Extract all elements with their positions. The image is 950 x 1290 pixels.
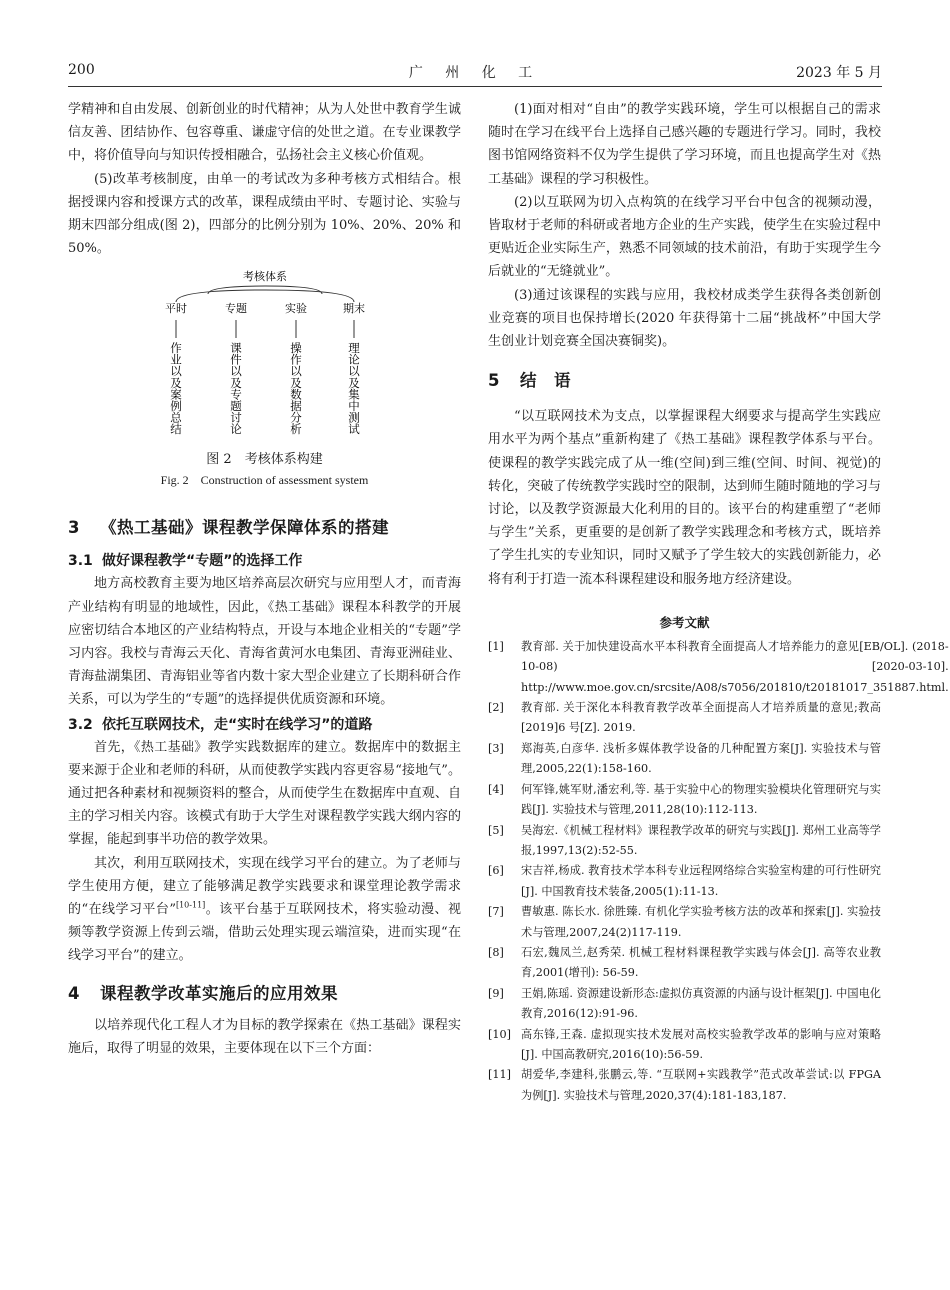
reference-number: [4] (488, 782, 504, 796)
tree-leaf-char: 理 (348, 341, 360, 356)
tree-root: 考核体系 (243, 270, 287, 284)
tree-leaf-char: 例 (170, 399, 182, 414)
right-column (488, 98, 949, 1106)
tree-leaf-char: 件 (230, 353, 242, 368)
figure-caption-cn: 图 2 考核体系构建 (206, 452, 323, 468)
header-rule (68, 86, 882, 87)
paragraph: (3)通过该课程的实践与应用，我校材成类学生获得各类创新创业竞赛的项目也保持增长(2020 年获得第十二届“挑战杯”中国大学生创业计划竞赛全国决赛铜奖)。 (488, 287, 881, 350)
paragraph: 首先，《热工基础》教学实践数据库的建立。数据库中的数据主要来源于企业和老师的科研，从而使教学实践内容更容易“接地气”。通过把各种素材和视频资料的整合，从而使学生在数据库中直观、自主的学习相关内容。该模式有助于大学生对课程教学实践大纲内容的掌握，能起到事半功倍的教学效果。 (68, 739, 461, 848)
tree-branch: 专题 (225, 302, 247, 316)
paragraph: 学精神和自由发展、创新创业的时代精神；从为人处世中教育学生诚信友善、团结协作、包容尊重、谦虚守信的处世之道。在专业课教学中，将价值导向与知识传授相融合，弘扬社会主义核心价值观。 (68, 102, 461, 164)
reference-text: 教育部. 关于深化本科教育教学改革全面提高人才培养质量的意见;教高[2019]6 号[Z]. 2019. (521, 701, 881, 735)
reference-item (488, 861, 881, 902)
reference-text: 石宏,魏凤兰,赵秀荣. 机械工程材料课程教学实践与体会[J]. 高等农业教育,2001(增刊): 56-59. (521, 945, 881, 980)
tree-leaf-char: 论 (230, 422, 242, 437)
paragraph: 其次，利用互联网技术，实现在线学习平台的建立。为了老师与学生使用方便，建立了能够满足教学实践要求和课堂理论教学需求的“在线学习平台”[10-11]。该平台基于互联网技术，将实验动漫、视频等教学资源上传到云端，借助云处理实现云端渲染，进而实现“在线学习平台”的建立。 (68, 855, 461, 964)
assessment-tree-diagram (68, 268, 461, 438)
tree-leaf-char: 集 (348, 387, 360, 402)
tree-leaf-char: 中 (348, 399, 360, 414)
reference-text: 高东锋,王森. 虚拟现实技术发展对高校实验教学改革的影响与应对策略[J]. 中国高教研究,2016(10):56-59. (521, 1027, 881, 1061)
references (488, 613, 949, 1106)
left-column (68, 98, 461, 1060)
reference-text: 胡爱华,李建科,张鹏云,等. “互联网+实践教学”范式改革尝试:以 FPGA 为例[J]. 实验技术与管理,2020,37(4):181-183,187. (521, 1068, 881, 1102)
subsection-heading-3-1: 3.1 做好课程教学“专题”的选择工作 (68, 553, 303, 570)
reference-number: [1] (488, 639, 504, 653)
reference-text: 何军锋,姚军财,潘宏利,等. 基于实验中心的物理实验模块化管理研究与实践[J]. 实验技术与管理,2011,28(10):112-113. (521, 782, 881, 817)
journal-name: 广 州 化 工 (408, 65, 542, 81)
tree-leaf-char: 操 (290, 341, 302, 356)
reference-number: [6] (488, 864, 504, 878)
tree-leaf-char: 论 (348, 353, 360, 368)
reference-item (488, 821, 881, 862)
reference-item (488, 943, 881, 984)
tree-leaf-char: 及 (230, 376, 242, 391)
tree-leaf-char: 结 (170, 422, 182, 437)
section-heading-5: 5 结 语 (488, 371, 571, 391)
reference-number: [3] (488, 741, 504, 755)
tree-leaf-char: 以 (290, 364, 302, 379)
tree-branch: 实验 (285, 302, 307, 316)
tree-leaf-char: 业 (170, 353, 182, 368)
reference-item (488, 637, 949, 698)
paragraph: (1)面对相对“自由”的教学实践环境，学生可以根据自己的需求随时在学习在线平台上选择自己感兴趣的专题进行学习。同时，我校图书馆网络资料不仅为学生提供了学习环境，而且也提高学生对《热工基础》课程的学习积极性。 (488, 102, 881, 187)
paragraph: (2)以互联网为切入点构筑的在线学习平台中包含的视频动漫，皆取材于老师的科研或者地方企业的生产实践，使学生在实验过程中更贴近企业实际生产，熟悉不同领域的技术前沿，有助于实现学生今后就业的“无缝就业”。 (488, 194, 881, 280)
paragraph: 以培养现代化工程人才为目标的教学探索在《热工基础》课程实施后，取得了明显的效果，主要体现在以下三个方面： (68, 1017, 461, 1056)
tree-leaf-char: 及 (170, 376, 182, 391)
figure-caption-en: Fig. 2 Construction of assessment system (160, 473, 369, 488)
paragraph: (5)改革考核制度，由单一的考试改为多种考核方式相结合。根据授课内容和授课方式的改革，课程成绩由平时、专题讨论、实验与期末四部分组成(图 2)，四部分的比例分别为 10%、20%、20% 和 50%。 (68, 171, 461, 257)
tree-leaf-char: 分 (290, 411, 302, 426)
tree-leaf-char: 及 (290, 376, 302, 391)
tree-leaf-char: 专 (230, 387, 242, 402)
tree-leaf-char: 作 (170, 341, 182, 356)
reference-text: 曹敏惠. 陈长水. 徐胜臻. 有机化学实验考核方法的改革和探索[J]. 实验技术与管理,2007,24(2)117-119. (521, 905, 881, 939)
reference-item (488, 739, 881, 780)
reference-number: [10] (488, 1027, 511, 1041)
reference-item (488, 1065, 881, 1106)
tree-leaf-char: 据 (290, 399, 302, 414)
reference-number: [8] (488, 945, 504, 959)
reference-text: 吴海宏.《机械工程材料》课程教学改革的研究与实践[J]. 郑州工业高等学报,1997,13(2):52-55. (521, 823, 881, 857)
tree-leaf-char: 测 (348, 411, 360, 426)
tree-leaf-char: 总 (170, 411, 182, 426)
reference-number: [11] (488, 1068, 511, 1082)
reference-number: [9] (488, 986, 504, 1000)
subsection-heading-3-2: 3.2 依托互联网技术，走“实时在线学习”的道路 (68, 716, 373, 733)
tree-leaf-char: 以 (170, 364, 182, 379)
paragraph: 地方高校教育主要为地区培养高层次研究与应用型人才，而青海产业结构有明显的地域性，因此，《热工基础》课程本科教学的开展应密切结合本地区的产业结构特点，开设与本地企业相关的“专题”学习内容。我校与青海云天化、青海省黄河水电集团、青海亚洲硅业、青海盐湖集团、青海铝业等省内数十家大型企业建立了长期科研合作关系，可以为学生的“专题”的选择提供优质资源和环境。 (68, 576, 461, 708)
paragraph: “以互联网技术为支点，以掌握课程大纲要求与提高学生实践应用水平为两个基点”重新构建了《热工基础》课程教学体系与平台。使课程的教学实践完成了从一维(空间)到三维(空间、时间、视觉)的转化，突破了传统教学实践时空的限制，达到师生随时随地的学习与讨论，以及教学资源最大化利用的目的。该平台的构建重塑了“老师与学生”关系，更重要的是创新了教学实践理念和考核方式，既培养了学生扎实的专业知识，同时又赋予了学生较大的实践创新能力，必将有利于打造一流本科课程建设和服务地方经济建设。 (488, 409, 881, 587)
tree-leaf-char: 讨 (230, 411, 242, 426)
tree-leaf-char: 案 (170, 387, 182, 402)
page-number: 200 (68, 62, 95, 78)
references-title: 参考文献 (659, 614, 710, 630)
reference-item (488, 984, 881, 1025)
tree-branch: 期末 (343, 302, 365, 316)
tree-leaf-char: 以 (230, 364, 242, 379)
tree-leaf-char: 以 (348, 364, 360, 379)
reference-number: [2] (488, 701, 504, 715)
reference-item (488, 902, 881, 943)
reference-text: 宋吉祥,杨成. 教育技术学本科专业远程网络综合实验室构建的可行性研究[J]. 中国教育技术装备,2005(1):11-13. (521, 864, 881, 898)
reference-text: 郑海英,白彦华. 浅析多媒体教学设备的几种配置方案[J]. 实验技术与管理,2005,22(1):158-160. (521, 741, 881, 776)
reference-number: [5] (488, 823, 504, 837)
figure-2 (68, 268, 461, 488)
reference-item (488, 698, 881, 739)
issue-date: 2023 年 5 月 (796, 65, 882, 81)
tree-leaf-char: 题 (230, 399, 242, 414)
tree-connector (176, 290, 354, 302)
tree-leaf-group (170, 341, 360, 436)
reference-list (488, 637, 949, 1106)
page-header (68, 62, 882, 84)
reference-item (488, 1025, 881, 1066)
reference-text: 教育部. 关于加快建设高水平本科教育全面提高人才培养能力的意见[EB/OL]. (2018-10-08) [2020-03-10]. http://www.moe.gov.cn/srcsite/A08/s7056/201810/t20181017_351887.html. (521, 639, 949, 694)
tree-leaf-char: 析 (290, 422, 302, 437)
section-heading-3: 3 《热工基础》课程教学保障体系的搭建 (68, 518, 389, 538)
tree-leaf-char: 数 (290, 387, 302, 402)
tree-leaf-char: 试 (348, 422, 360, 437)
tree-leaf-char: 课 (230, 341, 242, 356)
section-heading-4: 4 课程教学改革实施后的应用效果 (68, 983, 338, 1003)
reference-number: [7] (488, 905, 504, 919)
reference-item (488, 780, 881, 821)
citation: [10-11] (175, 900, 206, 910)
tree-leaf-char: 及 (348, 376, 360, 391)
tree-leaf-char: 作 (290, 353, 302, 368)
tree-branch: 平时 (165, 302, 187, 316)
reference-text: 王娟,陈瑶. 资源建设新形态:虚拟仿真资源的内涵与设计框架[J]. 中国电化教育,2016(12):91-96. (521, 986, 881, 1021)
